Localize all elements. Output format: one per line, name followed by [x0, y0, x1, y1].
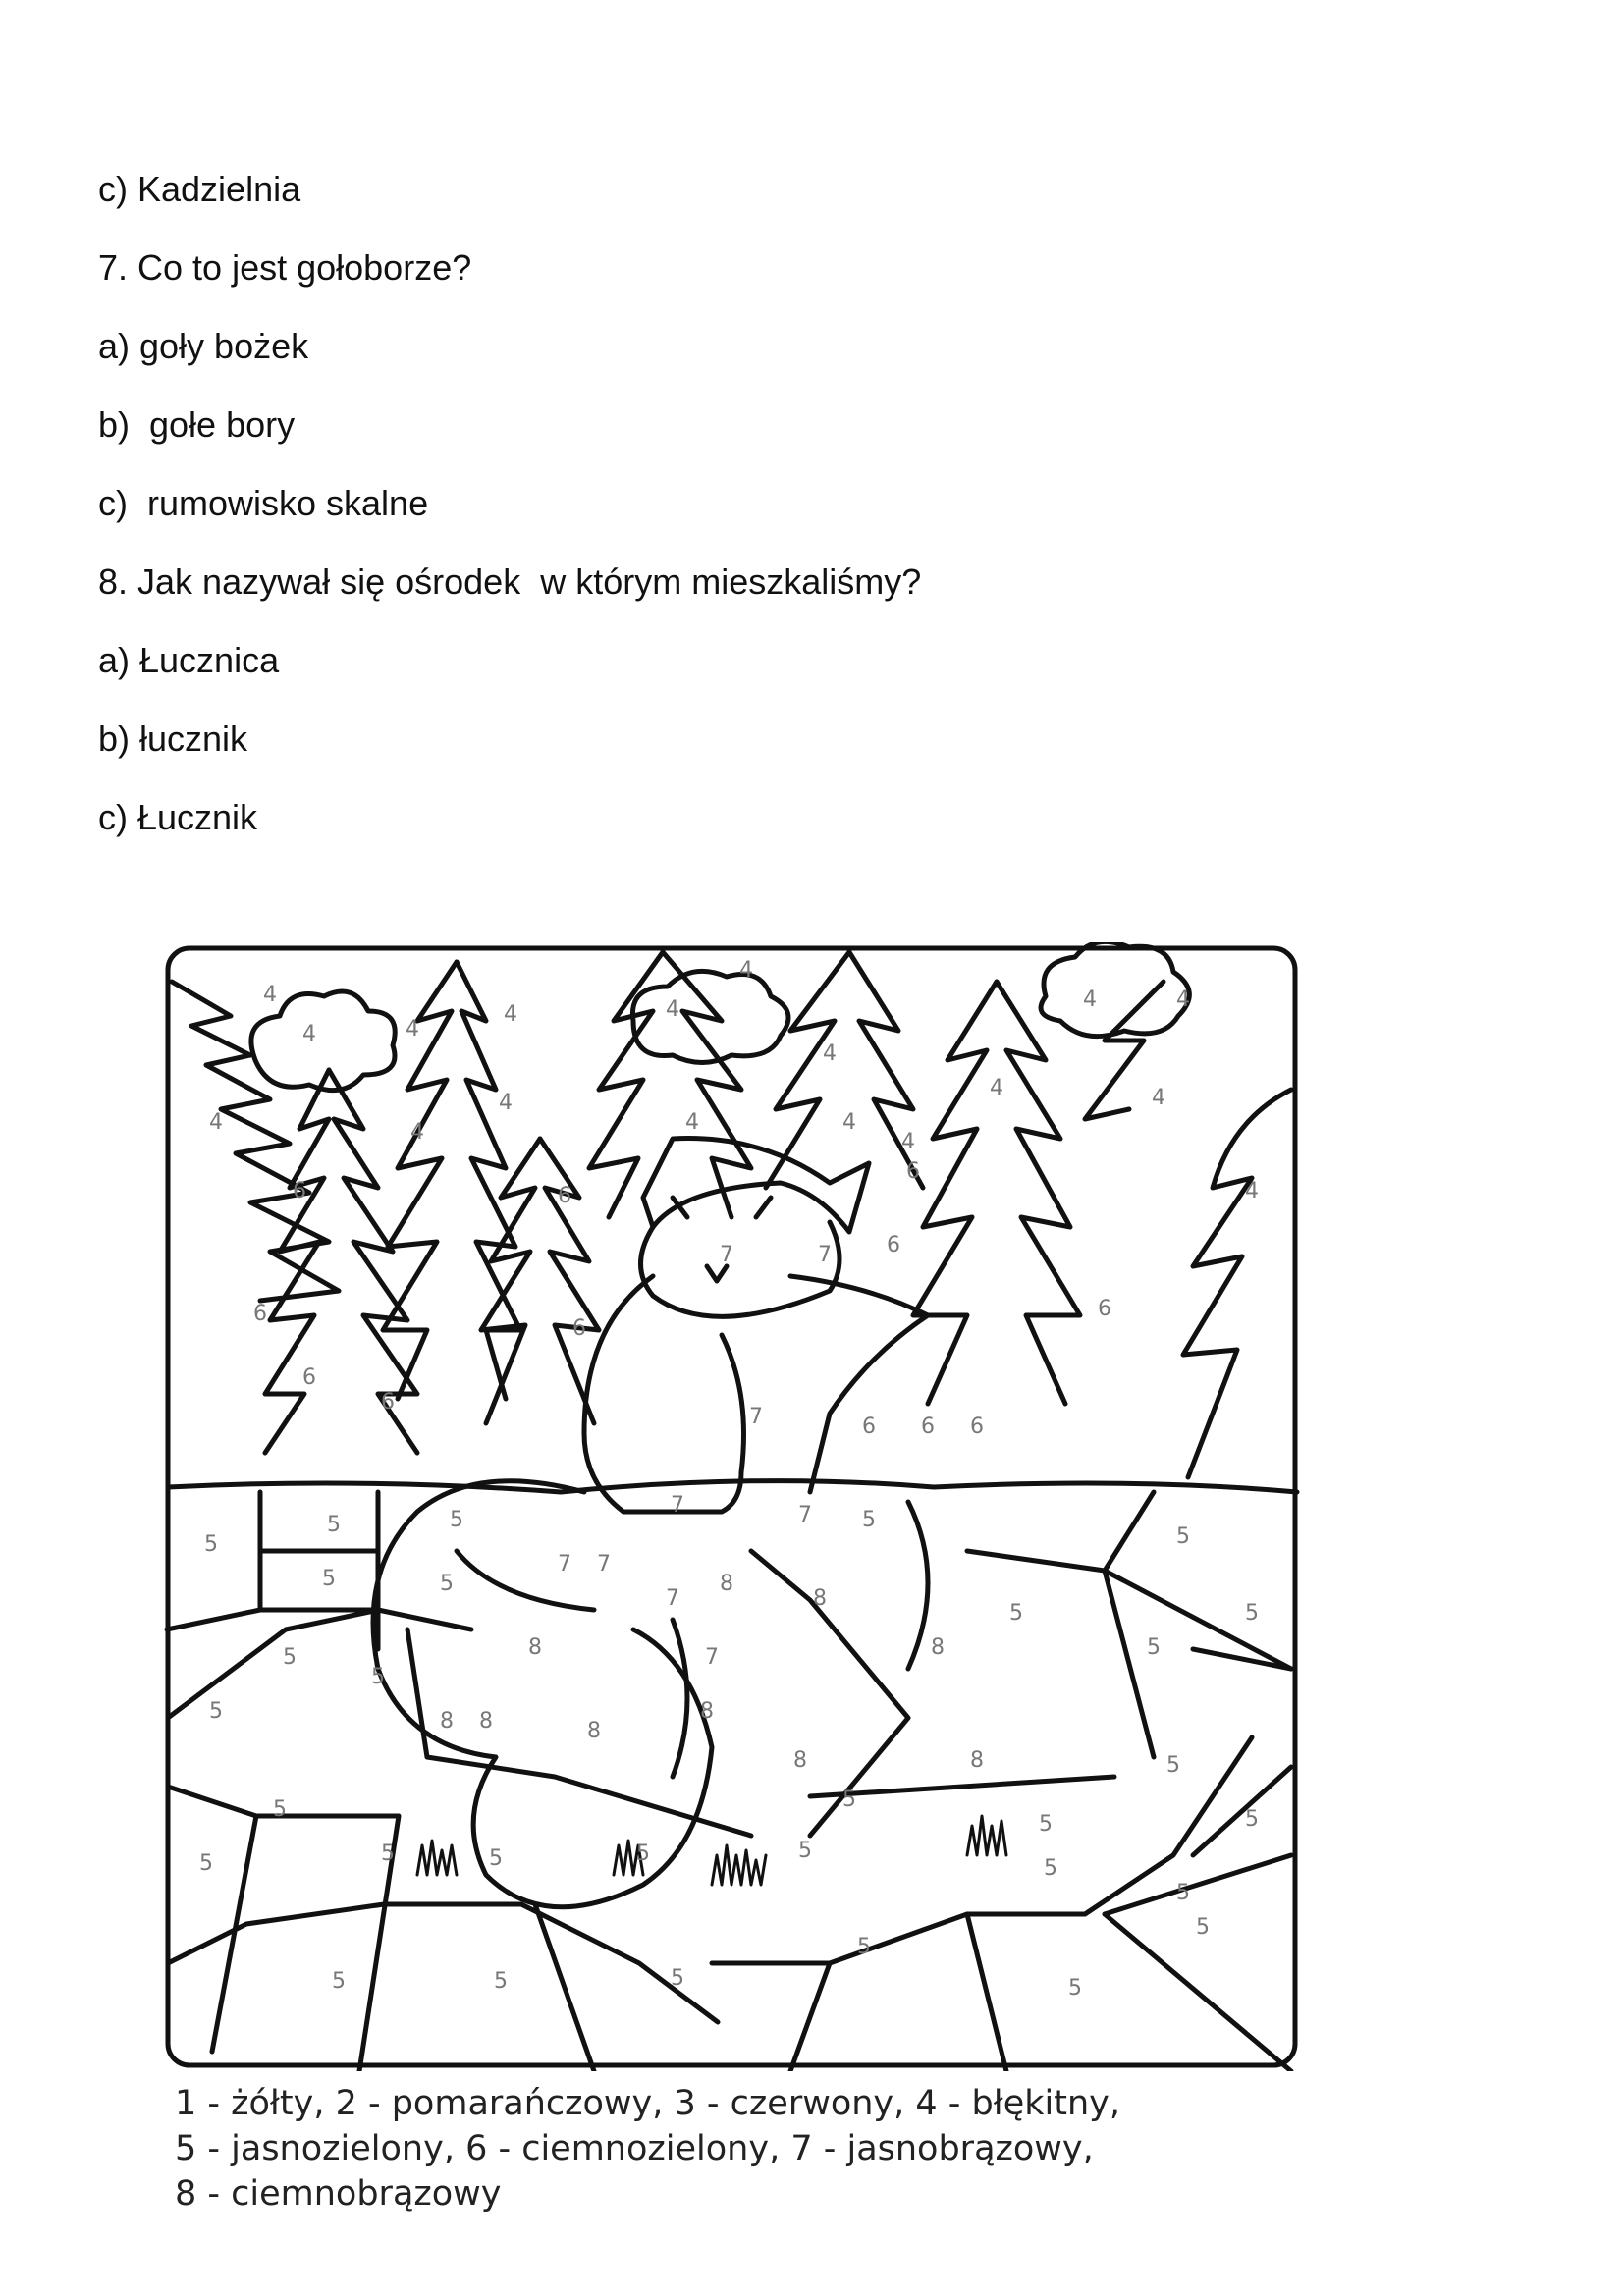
- sky-number: 4: [302, 1022, 316, 1046]
- answer-option: c) Łucznik: [98, 797, 258, 837]
- tree-number: 6: [293, 1179, 306, 1203]
- grass-number: 5: [322, 1567, 336, 1591]
- fox-number: 7: [798, 1503, 812, 1527]
- path-number: 8: [931, 1635, 945, 1660]
- sky-number: 4: [406, 1017, 419, 1041]
- color-by-number-picture: [162, 942, 1301, 2071]
- sky-number: 4: [1245, 1179, 1259, 1203]
- fox-number: 7: [666, 1586, 679, 1611]
- answer-option: b) gołe bory: [98, 404, 296, 445]
- grass-number: 5: [862, 1508, 876, 1532]
- grass-number: 5: [381, 1842, 395, 1866]
- grass-number: 5: [1009, 1601, 1023, 1626]
- grass-number: 5: [327, 1513, 341, 1537]
- path-number: 8: [587, 1719, 601, 1743]
- sky-number: 4: [499, 1091, 513, 1115]
- sky-number: 4: [1083, 988, 1097, 1012]
- grass-number: 5: [209, 1699, 223, 1724]
- sky-number: 4: [685, 1110, 699, 1135]
- path-number: 8: [479, 1709, 493, 1734]
- tree-number: 6: [970, 1415, 984, 1439]
- tree-number: 6: [906, 1159, 920, 1184]
- grass-number: 5: [440, 1572, 454, 1596]
- answer-option: b) łucznik: [98, 719, 248, 759]
- grass-number: 5: [1176, 1524, 1190, 1549]
- grass-number: 5: [204, 1532, 218, 1557]
- fox-number: 7: [720, 1243, 733, 1267]
- grass-number: 5: [1176, 1881, 1190, 1905]
- sky-number: 4: [739, 958, 753, 983]
- sky-number: 4: [990, 1076, 1003, 1100]
- tree-number: 6: [862, 1415, 876, 1439]
- legend-line: 5 - jasnozielony, 6 - ciemnozielony, 7 - jasnobrązowy,: [175, 2129, 1094, 2168]
- legend-line: 8 - ciemnobrązowy: [175, 2174, 502, 2214]
- grass-number: 5: [371, 1665, 385, 1689]
- tree-number: 6: [1098, 1297, 1111, 1321]
- grass-number: 5: [671, 1966, 684, 1991]
- tree-number: 6: [921, 1415, 935, 1439]
- fox-number: 7: [558, 1552, 571, 1576]
- fox-number: 7: [597, 1552, 611, 1576]
- grass-number: 5: [199, 1851, 213, 1876]
- tree-number: 6: [887, 1233, 900, 1257]
- sky-number: 4: [410, 1120, 424, 1145]
- path-number: 8: [793, 1748, 807, 1773]
- grass-number: 5: [842, 1788, 856, 1812]
- sky-number: 4: [1176, 988, 1190, 1012]
- grass-number: 5: [636, 1842, 650, 1866]
- tree-number: 6: [302, 1365, 316, 1390]
- sky-number: 4: [666, 997, 679, 1022]
- answer-option: c) rumowisko skalne: [98, 483, 429, 523]
- sky-number: 4: [842, 1110, 856, 1135]
- answer-option: a) goły bożek: [98, 326, 309, 366]
- sky-number: 4: [504, 1002, 517, 1027]
- grass-number: 5: [494, 1969, 508, 1994]
- grass-number: 5: [1068, 1976, 1082, 2001]
- sky-number: 4: [209, 1110, 223, 1135]
- grass-number: 5: [450, 1508, 463, 1532]
- fox-number: 7: [671, 1493, 684, 1518]
- fox-number: 7: [749, 1405, 763, 1429]
- answer-option: a) Łucznica: [98, 640, 280, 680]
- path-number: 8: [720, 1572, 733, 1596]
- grass-number: 5: [273, 1797, 287, 1822]
- answer-option: c) Kadzielnia: [98, 169, 301, 209]
- grass-number: 5: [332, 1969, 346, 1994]
- tree-number: 6: [558, 1184, 571, 1208]
- path-number: 8: [528, 1635, 542, 1660]
- grass-number: 5: [1166, 1753, 1180, 1778]
- question-7: 7. Co to jest gołoborze?: [98, 247, 472, 288]
- grass-number: 5: [1245, 1807, 1259, 1832]
- legend-line: 1 - żółty, 2 - pomarańczowy, 3 - czerwony, 4 - błękitny,: [175, 2084, 1120, 2123]
- tree-number: 6: [253, 1302, 267, 1326]
- grass-number: 5: [489, 1846, 503, 1871]
- grass-number: 5: [1196, 1915, 1210, 1940]
- grass-number: 5: [857, 1935, 871, 1959]
- grass-number: 5: [1147, 1635, 1161, 1660]
- tree-number: 6: [381, 1390, 395, 1415]
- grass-number: 5: [798, 1839, 812, 1863]
- sky-number: 4: [263, 983, 277, 1007]
- path-number: 8: [440, 1709, 454, 1734]
- path-number: 8: [813, 1586, 827, 1611]
- grass-number: 5: [283, 1645, 297, 1670]
- grass-number: 5: [1245, 1601, 1259, 1626]
- question-8: 8. Jak nazywał się ośrodek w którym mieszkaliśmy?: [98, 561, 922, 602]
- path-number: 8: [700, 1699, 714, 1724]
- grass-number: 5: [1044, 1856, 1057, 1881]
- path-number: 8: [970, 1748, 984, 1773]
- fox-number: 7: [818, 1243, 832, 1267]
- tree-number: 6: [572, 1316, 586, 1341]
- grass-number: 5: [1039, 1812, 1053, 1837]
- sky-number: 4: [901, 1130, 915, 1154]
- sky-number: 4: [823, 1041, 837, 1066]
- sky-number: 4: [1152, 1086, 1165, 1110]
- fox-number: 7: [705, 1645, 719, 1670]
